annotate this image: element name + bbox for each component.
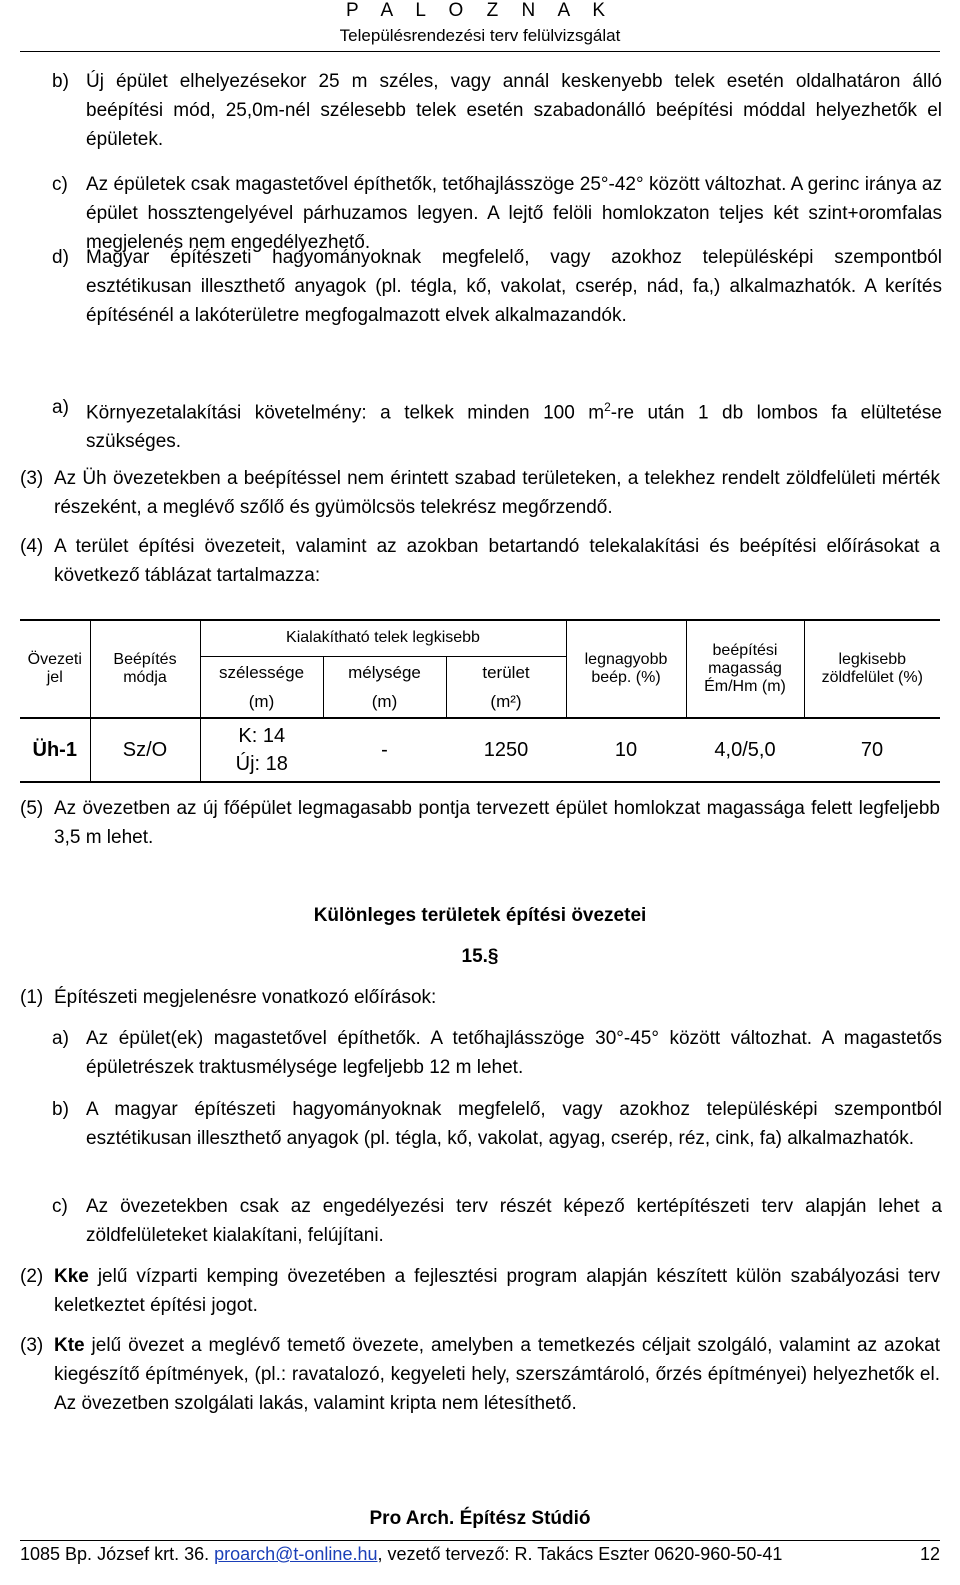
paragraph-label: (3) xyxy=(20,468,44,489)
header-mode: Beépítés módja xyxy=(90,620,200,718)
paragraph-text: Kke jelű vízparti kemping övezetében a fejlesztési program alapján készített külön szabályozási terv keletkeztet építési jogot. xyxy=(54,1266,940,1316)
paragraph-text: Kte jelű övezet a meglévő temető övezete, amelyben a temetkezés céljait szolgáló, valamint az azokat kiegészítő építmények, (pl.: ravatalozó, kegyeleti hely, szerszámtároló, őrzés építményei) helyezhetők el. Az övezetben szolgálati lakás, valamint kripta nem létesíthető. xyxy=(54,1335,940,1414)
item-label: b) xyxy=(52,1099,69,1120)
item-text: Magyar építészeti hagyományoknak megfelelő, vagy azokhoz településképi szempontból esztétikusan illeszthető anyagok (pl. tégla, kő, vakolat, cserép, nád, fa,) alkalmazhatók. A kerítés építésénél a lakóterületre megfogalmazott elvek alkalmazandók. xyxy=(86,247,942,326)
section-paragraph-2 xyxy=(20,1262,940,1320)
item-text: Az épület(ek) magastetővel építhetők. A tetőhajlásszöge 30°-45° között változhat. A magastetős épületrészek traktusmélysége legfeljebb 12 m lehet. xyxy=(86,1028,942,1078)
header-title: P A L O Z N A K xyxy=(345,0,615,21)
section-number: 15.§ xyxy=(461,946,499,967)
header-maxbuilt: legnagyobb beép. (%) xyxy=(566,620,686,718)
header-height: beépítési magasság Ém/Hm (m) xyxy=(686,620,804,718)
list-item-d xyxy=(52,243,942,330)
zoning-table xyxy=(20,619,940,783)
item-label: b) xyxy=(52,71,69,92)
page-number: 12 xyxy=(919,1544,940,1564)
list-item-b xyxy=(52,67,942,154)
item-text: Környezetalakítási követelmény: a telkek minden 100 $m^2-re$ után 1 db lombos fa elültetése szükséges. xyxy=(86,400,942,453)
cell-green: 70 xyxy=(804,718,940,782)
header-zone: Övezeti jel xyxy=(20,620,90,718)
item-label: a) xyxy=(52,397,69,418)
cell-depth: - xyxy=(323,718,446,782)
paragraph-3 xyxy=(20,464,940,522)
footer-studio: Pro Arch. Építész Stúdió xyxy=(369,1508,591,1529)
cell-height: 4,0/5,0 xyxy=(686,718,804,782)
item-text: Az övezetekben csak az engedélyezési terv részét képező kertépítészeti terv alapján lehet a zöldfelületeket kialakítani, felújítani. xyxy=(86,1196,942,1246)
paragraph-label: (4) xyxy=(20,536,44,557)
item-text: Új épület elhelyezésekor 25 m széles, vagy annál keskenyebb telek esetén oldalhatáron álló beépítési mód, 25,0m-nél szélesebb telek esetén szabadonálló beépítési móddal helyezhetők el épületek. xyxy=(86,71,942,150)
section-paragraph-1 xyxy=(20,983,940,1012)
email-link[interactable]: proarch@t-online.hu xyxy=(214,1544,378,1564)
paragraph-text: Az Üh övezetekben a beépítéssel nem érintett szabad területeken, a telekhez rendelt zöldfelületi mérték részeként, a meglévő szőlő és gyümölcsös telekrész megőrzendő. xyxy=(54,468,940,518)
list-item-a xyxy=(52,393,942,456)
header-subtitle: Településrendezési terv felülvizsgálat xyxy=(339,26,621,45)
table-row xyxy=(20,718,940,782)
header-depth: mélysége (m) xyxy=(323,656,446,718)
footer-divider xyxy=(20,1540,940,1541)
footer-address: 1085 Bp. József krt. 36. proarch@t-online.hu, vezető tervező: R. Takács Eszter 0620-960-50-41 12 xyxy=(20,1544,940,1564)
item-label: c) xyxy=(52,174,68,195)
cell-width: K: 14 Új: 18 xyxy=(200,718,323,782)
header-divider xyxy=(20,51,940,52)
paragraph-label: (1) xyxy=(20,987,44,1008)
header-green: legkisebb zöldfelület (%) xyxy=(804,620,940,718)
paragraph-text: A terület építési övezeteit, valamint az azokban betartandó telekalakítási és beépítési előírásokat a következő táblázat tartalmazza: xyxy=(54,536,940,586)
paragraph-5 xyxy=(20,794,940,852)
paragraph-label: (5) xyxy=(20,798,44,819)
cell-zone: Üh-1 xyxy=(20,718,90,782)
header-plot: Kialakítható telek legkisebb xyxy=(200,620,566,656)
section-paragraph-3 xyxy=(20,1331,940,1418)
paragraph-text: Az övezetben az új főépület legmagasabb pontja tervezett épület homlokzat magassága felett legfeljebb 3,5 m lehet. xyxy=(54,798,940,848)
header-width: szélessége (m) xyxy=(200,656,323,718)
list-item-b xyxy=(52,1095,942,1153)
item-label: d) xyxy=(52,247,69,268)
list-item-c xyxy=(52,1192,942,1250)
item-text: Az épületek csak magastetővel építhetők, tetőhajlásszöge 25°-42° között változhat. A gerinc iránya az épület hossztengelyével párhuzamos legyen. A lejtő felöli homlokzaton teljes két szint+oromfalas megjelenés nem engedélyezhető. xyxy=(86,174,942,253)
item-text: A magyar építészeti hagyományoknak megfelelő, vagy azokhoz településképi szempontból esztétikusan illeszthető anyagok (pl. tégla, kő, vakolat, agyag, cserép, réz, cink, fa) alkalmazhatók. xyxy=(86,1099,942,1149)
item-label: a) xyxy=(52,1028,69,1049)
list-item-a xyxy=(52,1024,942,1082)
cell-area: 1250 xyxy=(446,718,566,782)
cell-mode: Sz/O xyxy=(90,718,200,782)
section-title: Különleges területek építési övezetei xyxy=(313,905,647,926)
paragraph-4 xyxy=(20,532,940,590)
header-area: terület (m²) xyxy=(446,656,566,718)
item-label: c) xyxy=(52,1196,68,1217)
paragraph-label: (3) xyxy=(20,1335,44,1356)
paragraph-label: (2) xyxy=(20,1266,44,1287)
cell-maxbuilt: 10 xyxy=(566,718,686,782)
paragraph-text: Építészeti megjelenésre vonatkozó előírások: xyxy=(54,987,437,1008)
